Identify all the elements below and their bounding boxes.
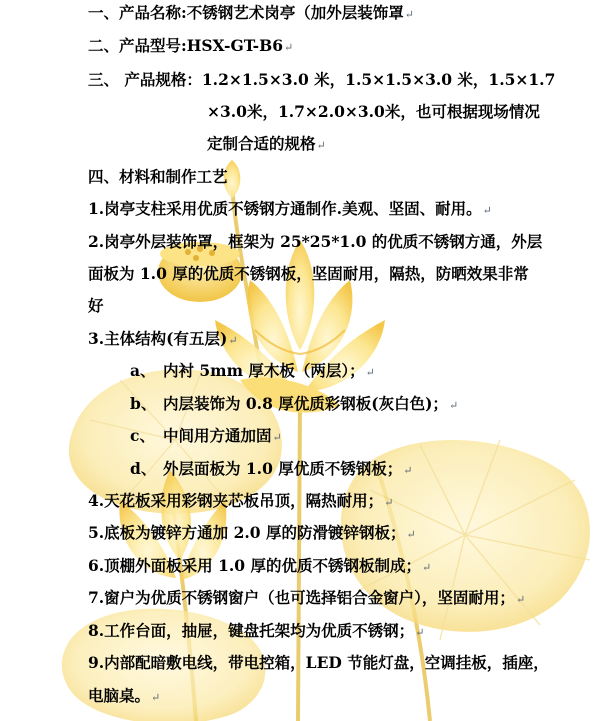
item-5: 5.底板为镀锌方通加 2.0 厚的防滑镀锌钢板；↵: [88, 523, 416, 542]
item-2-line-2: 面板为 1.0 厚的优质不锈钢板，坚固耐用，隔热，防晒效果非常: [88, 264, 529, 283]
item-9-line-2: 电脑桌。↵: [88, 686, 161, 705]
item-2-line-1: 2.岗亭外层装饰罩，框架为 25*25*1.0 的优质不锈钢方通，外层: [88, 232, 543, 251]
specs-line-3: 定制合适的规格↵: [207, 134, 326, 153]
item-4: 4.天花板采用彩钢夹芯板吊顶，隔热耐用；↵: [88, 491, 394, 510]
item-2-line-3: 好: [88, 296, 104, 315]
item-7: 7.窗户为优质不锈钢窗户（也可选择铝合金窗户），坚固耐用；↵: [88, 588, 526, 607]
item-1: 1.岗亭支柱采用优质不锈钢方通制作.美观、坚固、耐用。↵: [88, 199, 492, 218]
item-3: 3.主体结构(有五层)↵: [88, 329, 238, 348]
item-8: 8.工作台面，抽屉，键盘托架均为优质不锈钢；↵: [88, 621, 425, 640]
heading-product-specs: 三、 产品规格：1.2×1.5×3.0 米，1.5×1.5×3.0 米，1.5×1.7: [88, 70, 556, 89]
heading-product-model: 二、产品型号:HSX-GT-B6↵: [88, 36, 294, 55]
heading-materials: 四、材料和制作工艺: [88, 167, 228, 186]
specs-line-2: ×3.0米，1.7×2.0×3.0米，也可根据现场情况: [207, 102, 540, 121]
heading-product-name: 一、产品名称:不锈钢艺术岗亭（加外层装饰罩↵: [88, 3, 414, 22]
item-6: 6.顶棚外面板采用 1.0 厚的优质不锈钢板制成；↵: [88, 556, 432, 575]
item-9-line-1: 9.内部配暗敷电线，带电控箱，LED 节能灯盘，空调挂板，插座，: [88, 653, 549, 672]
product-spec-document: 一、产品名称:不锈钢艺术岗亭（加外层装饰罩↵ 二、产品型号:HSX-GT-B6↵ 三、 产品规格：1.2×1.5×3.0 米，1.5×1.5×3.0 米，1.5×1.7 ×3.0米，1.7×2.0×3.0米，也可根据现场情况 定制合适的规格↵ 四、材料和制作工艺 1.岗亭支柱采用优质不锈钢方通制作.美观、坚固、耐用。↵ 2.岗亭外层装饰罩，框架为 25*25*1.0 的优质不锈钢方通，外层 面板为 1.0 厚的优质不锈钢板，坚固耐用，隔热，防晒效果非常 好 3.主体结构(有五层)↵ a、 内衬 5mm 厚木板（两层）；↵ b、 内层装饰为 0.8 厚优质彩钢板(灰白色)；↵ c、 中间用方通加固↵ d、 外层面板为 1.0 厚优质不锈钢板；↵ 4.天花板采用彩钢夹芯板吊顶，隔热耐用；↵ 5.底板为镀锌方通加 2.0 厚的防滑镀锌钢板；↵ 6.顶棚外面板采用 1.0 厚的优质不锈钢板制成；↵ 7.窗户为优质不锈钢窗户（也可选择铝合金窗户），坚固耐用；↵ 8.工作台面，抽屉，键盘托架均为优质不锈钢；↵ 9.内部配暗敷电线，带电控箱，LED 节能灯盘，空调挂板，插座， 电脑桌。↵: [0, 0, 609, 721]
